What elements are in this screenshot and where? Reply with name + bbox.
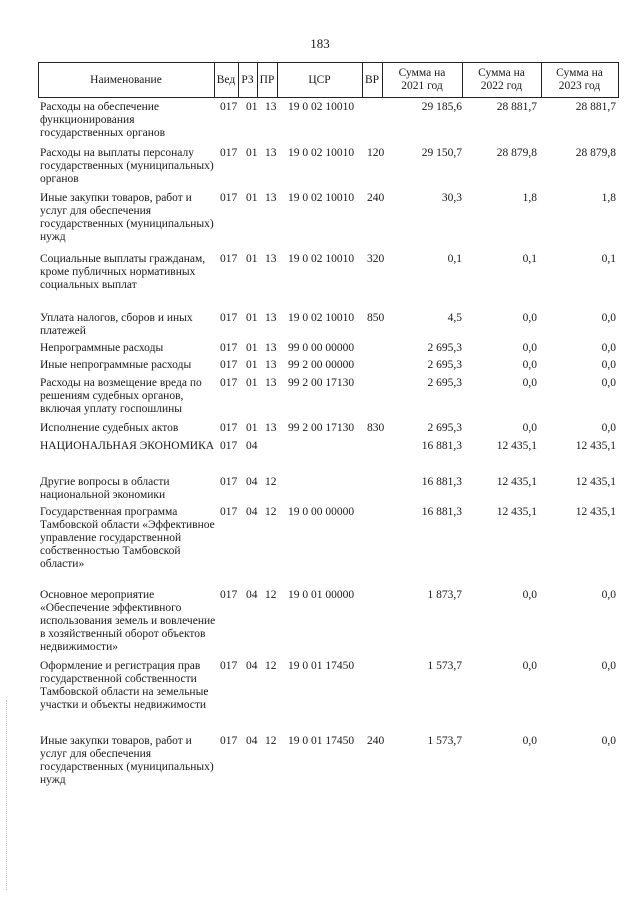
- cell-s21: 2 695,3: [427, 359, 462, 371]
- cell-s23: 12 435,1: [575, 440, 616, 452]
- cell-csr: 19 0 00 00000: [288, 506, 355, 518]
- cell-s22: 0,0: [522, 359, 537, 371]
- cell-name: Расходы на выплаты персоналу государственных (муниципальных) органов: [40, 147, 214, 185]
- cell-pr: 12: [265, 476, 277, 488]
- cell-csr: 19 0 02 10010: [288, 312, 355, 324]
- cell-rz: 01: [246, 147, 258, 159]
- cell-name: Государственная программа Тамбовской области «Эффективное управление государственной собственностью Тамбовской области»: [40, 506, 215, 570]
- cell-s23: 12 435,1: [575, 506, 616, 518]
- cell-s22: 0,0: [522, 377, 537, 389]
- cell-s23: 0,0: [601, 359, 616, 371]
- cell-csr: 19 0 02 10010: [288, 253, 355, 265]
- cell-pr: 12: [265, 735, 277, 747]
- cell-s23: 0,1: [601, 253, 616, 265]
- cell-s23: 0,0: [601, 660, 616, 672]
- cell-s21: 29 150,7: [421, 147, 462, 159]
- cell-vr: 240: [367, 192, 385, 204]
- cell-rz: 04: [246, 589, 258, 601]
- header-csr: ЦСР: [308, 73, 331, 86]
- cell-name: Оформление и регистрация прав государственной собственности Тамбовской области на земельные участки и объекты недвижимости: [40, 660, 209, 711]
- cell-pr: 13: [265, 422, 277, 434]
- cell-s21: 2 695,3: [427, 342, 462, 354]
- cell-name: Расходы на обеспечение функционирования государственных органов: [40, 101, 166, 139]
- cell-s23: 0,0: [601, 342, 616, 354]
- cell-s22: 0,0: [522, 422, 537, 434]
- cell-name: Расходы на возмещение вреда по решениям судебных органов, включая уплату госпошлины: [40, 377, 202, 415]
- cell-pr: 13: [265, 377, 277, 389]
- cell-s21: 16 881,3: [421, 440, 462, 452]
- scan-edge-marks: [6, 700, 9, 890]
- cell-name: Основное мероприятие «Обеспечение эффективного использования земель и вовлечение в хозяйственный оборот объектов недвижимости»: [40, 589, 216, 653]
- cell-rz: 04: [246, 476, 258, 488]
- cell-csr: 19 0 01 00000: [288, 589, 355, 601]
- cell-vr: 830: [367, 422, 385, 434]
- cell-csr: 19 0 01 17450: [288, 660, 355, 672]
- cell-ved: 017: [220, 440, 238, 452]
- cell-s22: 12 435,1: [496, 440, 537, 452]
- cell-s22: 28 879,8: [496, 147, 537, 159]
- cell-s22: 0,0: [522, 342, 537, 354]
- cell-ved: 017: [220, 312, 238, 324]
- cell-ved: 017: [220, 476, 238, 488]
- header-name: Наименование: [90, 73, 162, 86]
- cell-s21: 4,5: [447, 312, 462, 324]
- cell-pr: 13: [265, 253, 277, 265]
- cell-s22: 12 435,1: [496, 506, 537, 518]
- cell-pr: 13: [265, 192, 277, 204]
- cell-ved: 017: [220, 506, 238, 518]
- cell-pr: 12: [265, 506, 277, 518]
- header-pr: ПР: [259, 73, 275, 86]
- cell-csr: 19 0 02 10010: [288, 192, 355, 204]
- cell-s22: 1,8: [522, 192, 537, 204]
- header-sum-2023: Сумма на 2023 год: [556, 67, 603, 92]
- header-vr: ВР: [364, 73, 380, 86]
- cell-rz: 01: [246, 253, 258, 265]
- cell-csr: 19 0 02 10010: [288, 101, 355, 113]
- cell-rz: 01: [246, 192, 258, 204]
- cell-ved: 017: [220, 192, 238, 204]
- cell-rz: 01: [246, 377, 258, 389]
- cell-pr: 13: [265, 147, 277, 159]
- cell-csr: 99 0 00 00000: [288, 342, 355, 354]
- header-ved: Вед: [216, 73, 236, 86]
- cell-s21: 2 695,3: [427, 377, 462, 389]
- cell-ved: 017: [220, 359, 238, 371]
- cell-pr: 13: [265, 312, 277, 324]
- header-sum-2021: Сумма на 2021 год: [398, 67, 446, 92]
- cell-rz: 01: [246, 359, 258, 371]
- cell-s23: 12 435,1: [575, 476, 616, 488]
- cell-csr: 19 0 02 10010: [288, 147, 355, 159]
- cell-s21: 1 873,7: [427, 589, 462, 601]
- cell-name: Уплата налогов, сборов и иных платежей: [40, 312, 193, 337]
- cell-s23: 0,0: [601, 589, 616, 601]
- cell-csr: 99 2 00 17130: [288, 377, 355, 389]
- cell-s23: 0,0: [601, 377, 616, 389]
- cell-rz: 04: [246, 735, 258, 747]
- cell-s23: 0,0: [601, 312, 616, 324]
- cell-vr: 240: [367, 735, 385, 747]
- cell-ved: 017: [220, 660, 238, 672]
- cell-name: НАЦИОНАЛЬНАЯ ЭКОНОМИКА: [40, 440, 215, 452]
- cell-s22: 0,0: [522, 660, 537, 672]
- cell-s21: 1 573,7: [427, 660, 462, 672]
- cell-csr: 99 2 00 17130: [288, 422, 355, 434]
- header-rz: РЗ: [241, 73, 254, 86]
- cell-s23: 28 881,7: [575, 101, 616, 113]
- cell-rz: 01: [246, 422, 258, 434]
- cell-s22: 12 435,1: [496, 476, 537, 488]
- cell-s22: 0,0: [522, 312, 537, 324]
- cell-csr: 19 0 01 17450: [288, 735, 355, 747]
- cell-pr: 13: [265, 101, 277, 113]
- cell-ved: 017: [220, 101, 238, 113]
- cell-vr: 850: [367, 312, 385, 324]
- cell-s23: 0,0: [601, 422, 616, 434]
- cell-s21: 30,3: [441, 192, 462, 204]
- cell-ved: 017: [220, 422, 238, 434]
- cell-name: Социальные выплаты гражданам, кроме публичных нормативных социальных выплат: [40, 253, 206, 291]
- cell-ved: 017: [220, 589, 238, 601]
- cell-s21: 29 185,6: [421, 101, 462, 113]
- cell-name: Непрограммные расходы: [40, 342, 164, 354]
- cell-ved: 017: [220, 735, 238, 747]
- cell-name: Исполнение судебных актов: [40, 422, 179, 434]
- table-header: [38, 62, 619, 98]
- cell-s23: 1,8: [601, 192, 616, 204]
- cell-s23: 0,0: [601, 735, 616, 747]
- cell-ved: 017: [220, 147, 238, 159]
- cell-name: Иные непрограммные расходы: [40, 359, 192, 371]
- cell-s22: 28 881,7: [496, 101, 537, 113]
- cell-ved: 017: [220, 342, 238, 354]
- cell-s22: 0,1: [522, 253, 537, 265]
- cell-vr: 320: [367, 253, 385, 265]
- cell-s21: 1 573,7: [427, 735, 462, 747]
- cell-rz: 04: [246, 660, 258, 672]
- cell-pr: 13: [265, 342, 277, 354]
- cell-s23: 28 879,8: [575, 147, 616, 159]
- cell-s22: 0,0: [522, 589, 537, 601]
- cell-csr: 99 2 00 00000: [288, 359, 355, 371]
- cell-s22: 0,0: [522, 735, 537, 747]
- cell-pr: 13: [265, 359, 277, 371]
- cell-vr: 120: [367, 147, 385, 159]
- cell-name: Иные закупки товаров, работ и услуг для обеспечения государственных (муниципальных) нужд: [40, 735, 214, 786]
- cell-name: Другие вопросы в области национальной экономики: [40, 476, 170, 501]
- cell-s21: 0,1: [447, 253, 462, 265]
- cell-s21: 16 881,3: [421, 506, 462, 518]
- cell-rz: 01: [246, 312, 258, 324]
- cell-ved: 017: [220, 253, 238, 265]
- cell-name: Иные закупки товаров, работ и услуг для обеспечения государственных (муниципальных) нужд: [40, 192, 214, 243]
- cell-rz: 01: [246, 342, 258, 354]
- cell-pr: 12: [265, 589, 277, 601]
- cell-ved: 017: [220, 377, 238, 389]
- header-sum-2022: Сумма на 2022 год: [478, 67, 525, 92]
- cell-pr: 12: [265, 660, 277, 672]
- cell-rz: 04: [246, 506, 258, 518]
- cell-s21: 16 881,3: [421, 476, 462, 488]
- cell-rz: 04: [246, 440, 258, 452]
- page-number: 183: [310, 36, 330, 51]
- cell-s21: 2 695,3: [427, 422, 462, 434]
- cell-rz: 01: [246, 101, 258, 113]
